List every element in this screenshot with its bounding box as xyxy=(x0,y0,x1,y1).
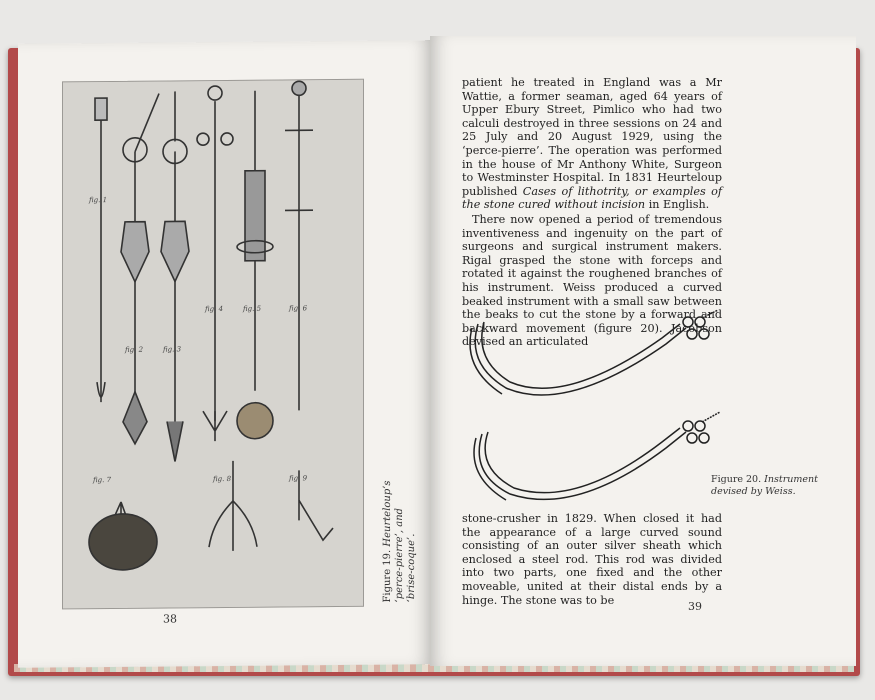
plate-label: fig. 9 xyxy=(289,474,308,483)
figure-19-plate xyxy=(62,79,364,610)
page-number-right: 39 xyxy=(688,600,702,613)
plate-label: fig. 3 xyxy=(163,345,182,354)
figure-19-label: Figure 19. xyxy=(382,549,393,603)
figure-19-caption xyxy=(382,476,418,602)
plate-label: fig. 8 xyxy=(213,474,232,484)
weiss-instrument-drawing xyxy=(466,304,736,504)
paragraph-1-end: in English. xyxy=(648,198,710,212)
page-number-left: 38 xyxy=(163,612,177,626)
figure-20-label: Figure 20. xyxy=(711,474,762,485)
text-block-bottom xyxy=(462,512,722,608)
plate-label: fig. 4 xyxy=(205,305,224,314)
lithotrite-instruments-engraving xyxy=(63,80,363,609)
paragraph-1-text: patient he treated in England was a Mr Wattie, a former seaman, aged 64 years of Upper Ebury Street, Pimlico who had two calculi destroyed in three sessions on 24 and 25 July and 20 August 1929, using the ‘perce-pierre’. The operation was performed in the house of Mr Anthony White, Surgeon to Westminster Hospital. In 1831 Heurteloup published xyxy=(462,76,722,198)
plate-label: fig. 1 xyxy=(89,196,108,205)
figure-20-text: Instrument devised by Weiss. xyxy=(711,474,818,497)
figure-19-text: Heurteloup’s ‘perce-pierre’, and ‘brise-coque’. xyxy=(382,480,417,603)
paragraph-2: There now opened a period of tremendous inventiveness and ingenuity on the part of surgeons and surgical instrument makers. Rigal grasped the stone with forceps and rotated it against the roughened branches of his instrument. Weiss produced a curved beaked instrument with a small saw between the beaks to cut the stone by a forward and backward movement (figure 20). Jacobson devised an articulated xyxy=(462,212,722,349)
plate-label: fig. 6 xyxy=(289,304,308,313)
left-page xyxy=(18,40,432,668)
figure-20-caption xyxy=(711,474,821,498)
plate-label: fig. 5 xyxy=(243,304,262,313)
right-page xyxy=(430,36,856,666)
plate-label: fig. 7 xyxy=(93,475,112,485)
paragraph-3: stone-crusher in 1829. When closed it had the appearance of a large curved sound consisting of an outer silver sheath which enclosed a steel rod. This rod was divided into two parts, one fixed and the other moveable, united at their distal ends by a hinge. The stone was to be xyxy=(462,512,722,607)
paragraph-1 xyxy=(462,76,722,212)
book-title-italic: Cases of lithotrity, or examples of the stone cured without incision xyxy=(462,184,722,212)
plate-label: fig. 2 xyxy=(125,345,144,354)
